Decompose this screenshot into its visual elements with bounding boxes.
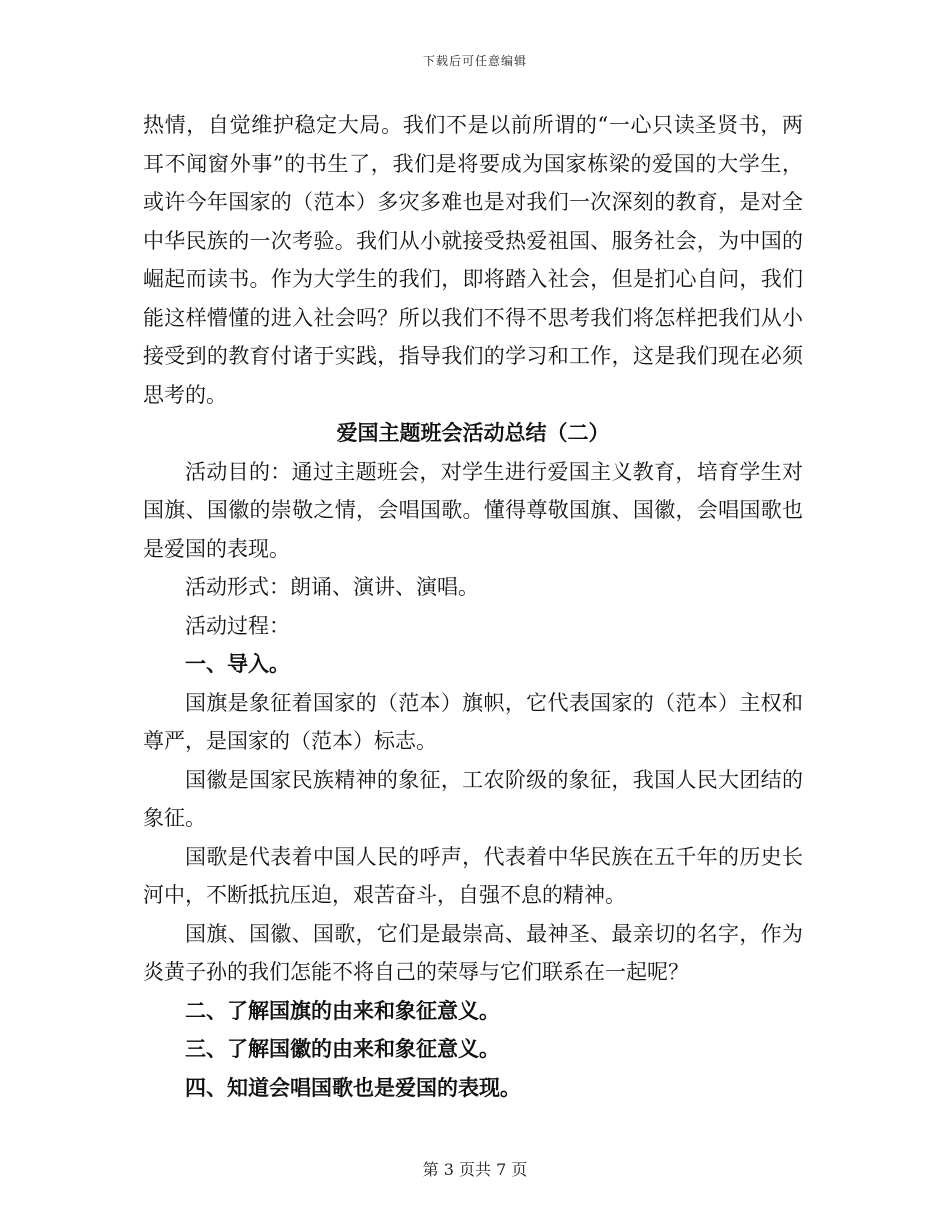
paragraph-activity-process: 活动过程： (185, 613, 290, 638)
paragraph-national-anthem: 国歌是代表着中国人民的呼声，代表着中华民族在五千年的历史长河中，不断抵抗压迫，艰苦奋斗，自强不息的精神。 (143, 844, 803, 907)
paragraph-national-symbols: 国旗、国徽、国歌，它们是最崇高、最神圣、最亲切的名字，作为炎黄子孙的我们怎能不将自己的荣辱与它们联系在一起呢？ (143, 921, 803, 984)
heading-flag-origin: 二、了解国旗的由来和象征意义。 (185, 997, 500, 1023)
page-footer: 第 3 页共 7 页 (422, 1160, 528, 1179)
paragraph-national-flag: 国旗是象征着国家的（范本）旗帜，它代表国家的（范本）主权和尊严，是国家的（范本）标志。 (143, 690, 803, 753)
section-title: 爱国主题班会活动总结（二） (336, 420, 610, 445)
heading-anthem: 四、知道会唱国歌也是爱国的表现。 (185, 1074, 521, 1100)
page-header: 下载后可任意编辑 (422, 54, 527, 68)
document-body (143, 106, 803, 1107)
heading-introduction: 一、导入。 (185, 651, 290, 676)
heading-emblem-origin: 三、了解国徽的由来和象征意义。 (185, 1036, 500, 1061)
paragraph-activity-form: 活动形式：朗诵、演讲、演唱。 (185, 575, 479, 599)
paragraph-national-emblem: 国徽是国家民族精神的象征，工农阶级的象征，我国人民大团结的象征。 (143, 767, 803, 830)
paragraph-activity-purpose: 活动目的：通过主题班会，对学生进行爱国主义教育，培育学生对国旗、国徽的崇敬之情，会唱国歌。懂得尊敬国旗、国徽，会唱国歌也是爱国的表现。 (143, 459, 803, 561)
paragraph-continuation: 热情，自觉维护稳定大局。我们不是以前所谓的“一心只读圣贤书，两耳不闻窗外事”的书生了，我们是将要成为国家栋梁的爱国的大学生，或许今年国家的（范本）多灾多难也是对我们一次深刻的教育，是对全中华民族的一次考验。我们从小就接受热爱祖国、服务社会，为中国的崛起而读书。作为大学生的我们，即将踏入社会，但是扪心自问，我们能这样懵懂的进入社会吗？所以我们不得不思考我们将怎样把我们从小接受到的教育付诸于实践，指导我们的学习和工作，这是我们现在必须思考的。 (143, 113, 803, 407)
